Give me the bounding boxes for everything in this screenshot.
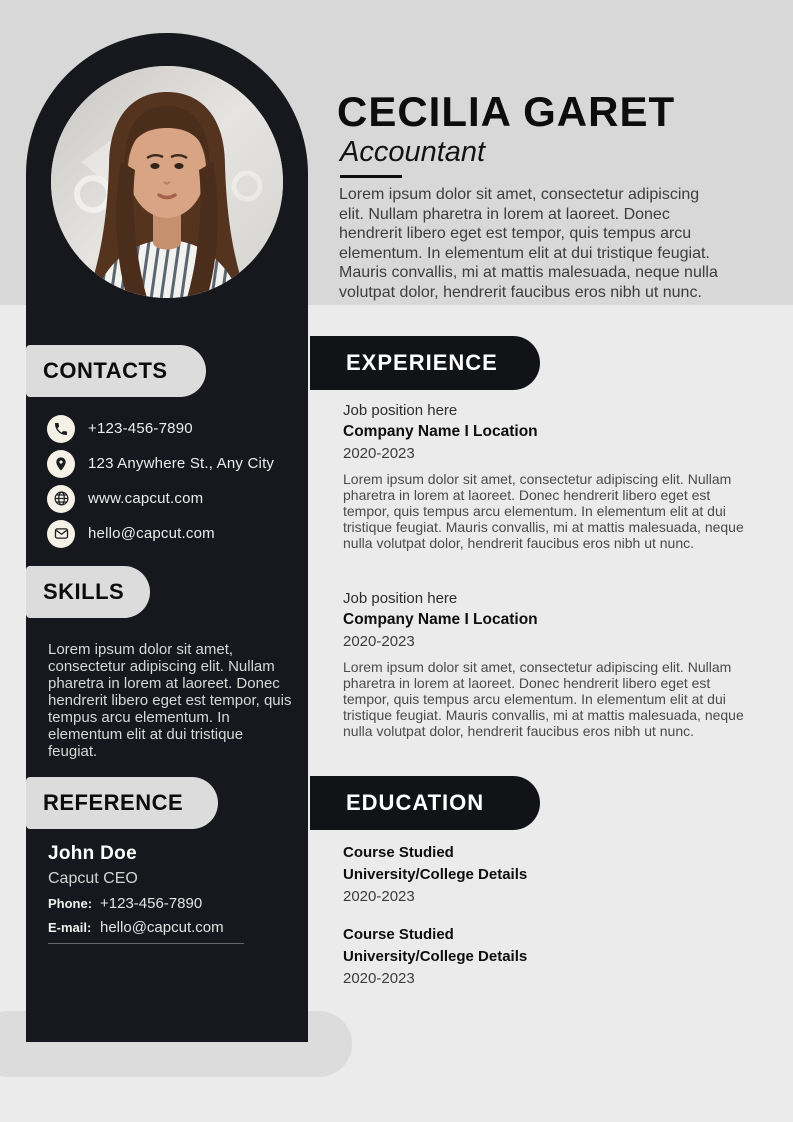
reference-name: John Doe (48, 843, 137, 864)
reference-divider (48, 943, 244, 944)
reference-heading-pill (26, 777, 218, 829)
email-icon (47, 520, 75, 548)
sidebar (26, 33, 308, 1042)
education-dates: 2020-2023 (343, 970, 415, 987)
profile-summary: Lorem ipsum dolor sit amet, consectetur adipiscing elit. Nullam pharetra in lorem at laoreet. Donec hendrerit libero eget est tempor, quis tempus arcu elementum. In elementum elit at dui tristique feugiat. Mauris convallis, mi at mattis malesuada, neque nulla volutpat dolor, hendrerit faucibus eros nibh ut nunc. (339, 186, 718, 301)
title-underline (340, 175, 402, 178)
education-dates: 2020-2023 (343, 888, 415, 905)
contact-website-value: www.capcut.com (88, 490, 204, 507)
contact-row-email (47, 516, 297, 551)
contact-list (47, 411, 297, 551)
profile-photo (51, 66, 283, 298)
experience-entry (343, 402, 755, 551)
experience-heading-pill (310, 336, 540, 390)
avatar-illustration (51, 66, 283, 298)
contact-row-phone (47, 411, 297, 446)
reference-email-value: hello@capcut.com (100, 919, 224, 936)
contact-address-value: 123 Anywhere St., Any City (88, 455, 275, 472)
education-entry (343, 844, 755, 905)
reference-heading: REFERENCE (43, 790, 184, 815)
reference-role: Capcut CEO (48, 870, 138, 887)
skills-heading: SKILLS (43, 579, 125, 604)
location-icon (47, 450, 75, 478)
course-name: Course Studied (343, 926, 454, 943)
phone-icon (47, 415, 75, 443)
reference-email-label: E-mail: (48, 920, 92, 935)
experience-entry (343, 590, 755, 739)
company-name: Company Name I Location (343, 423, 538, 440)
page-title-name: CECILIA GARET (337, 88, 676, 135)
skills-text: Lorem ipsum dolor sit amet, consectetur adipiscing elit. Nullam pharetra in lorem at laoreet. Donec hendrerit libero eget est tempor, quis tempus arcu elementum. In elementum elit at dui tristique feugiat. (48, 641, 292, 760)
reference-block (48, 843, 288, 944)
reference-phone-label: Phone: (48, 896, 93, 911)
job-title: Accountant (340, 136, 486, 168)
job-description: Lorem ipsum dolor sit amet, consectetur adipiscing elit. Nullam pharetra in lorem at laoreet. Donec hendrerit libero eget est tempor, quis tempus arcu elementum. In elementum elit at dui tristique feugiat. Mauris convallis, mi at mattis malesuada, neque nulla volutpat dolor, hendrerit faucibus eros nibh ut nunc. (343, 659, 744, 739)
education-heading: EDUCATION (346, 790, 485, 815)
reference-phone-value: +123-456-7890 (100, 895, 203, 912)
job-position: Job position here (343, 402, 458, 419)
company-name: Company Name I Location (343, 611, 538, 628)
contact-email-value: hello@capcut.com (88, 525, 215, 542)
course-name: Course Studied (343, 844, 454, 861)
university-name: University/College Details (343, 948, 528, 965)
contact-row-website (47, 481, 297, 516)
contact-row-address (47, 446, 297, 481)
education-heading-pill (310, 776, 540, 830)
contacts-heading: CONTACTS (43, 358, 168, 383)
skills-heading-pill (26, 566, 150, 618)
job-dates: 2020-2023 (343, 445, 415, 462)
education-entry (343, 926, 755, 987)
globe-icon (47, 485, 75, 513)
job-description: Lorem ipsum dolor sit amet, consectetur adipiscing elit. Nullam pharetra in lorem at laoreet. Donec hendrerit libero eget est tempor, quis tempus arcu elementum. In elementum elit at dui tristique feugiat. Mauris convallis, mi at mattis malesuada, neque nulla volutpat dolor, hendrerit faucibus eros nibh ut nunc. (343, 471, 744, 551)
job-dates: 2020-2023 (343, 633, 415, 650)
job-position: Job position here (343, 590, 458, 607)
reference-email-row (48, 919, 288, 936)
contacts-heading-pill (26, 345, 206, 397)
experience-heading: EXPERIENCE (346, 350, 498, 375)
reference-phone-row (48, 895, 288, 912)
university-name: University/College Details (343, 866, 528, 883)
contact-phone-value: +123-456-7890 (88, 420, 193, 437)
